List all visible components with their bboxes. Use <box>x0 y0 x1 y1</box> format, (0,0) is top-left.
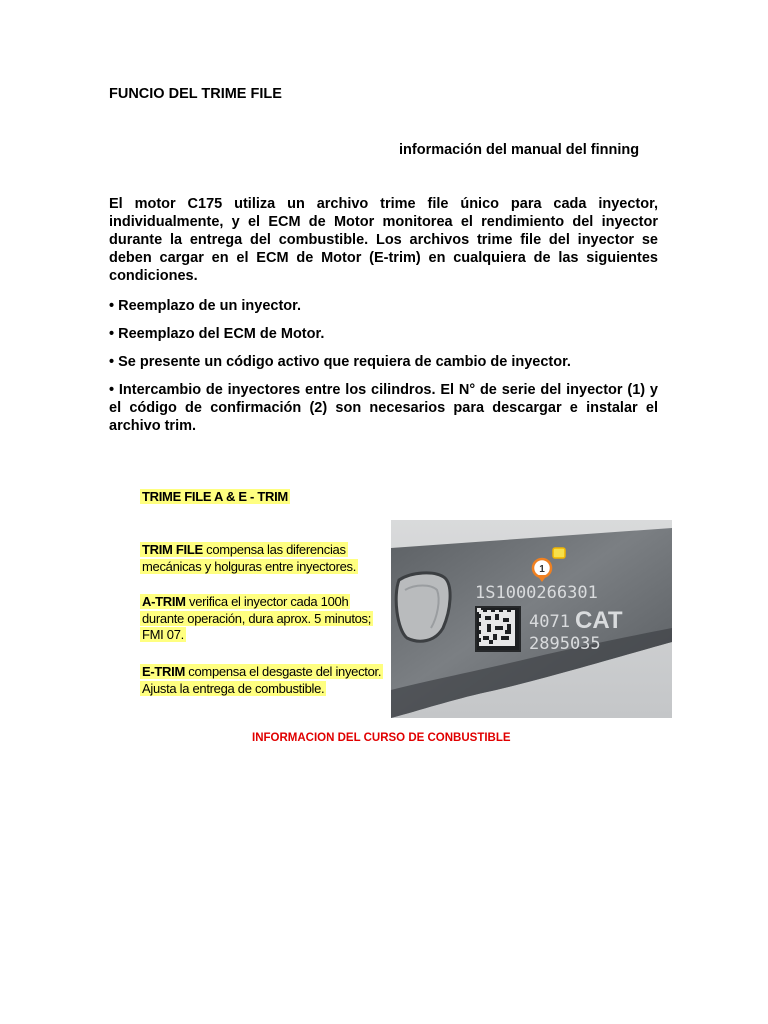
cat-logo: CAT <box>575 607 623 634</box>
part-number: 2895035 <box>529 634 601 654</box>
bullet-item: • Reemplazo del ECM de Motor. <box>109 326 325 342</box>
injector-photo <box>391 520 672 718</box>
data-matrix-code <box>475 606 521 652</box>
figure-heading: TRIME FILE A & E - TRIM <box>142 489 288 504</box>
bullet-item: • Reemplazo de un inyector. <box>109 298 302 314</box>
figure-item-term: TRIM FILE <box>142 542 203 557</box>
figure-item-trim-file <box>140 542 380 575</box>
page-title: FUNCIO DEL TRIME FILE <box>109 86 282 102</box>
figure-item-text: compensa las diferencias mecánicas y holguras entre inyectores. <box>142 542 357 574</box>
bullet-item: • Intercambio de inyectores entre los cilindros. El N° de serie del inyector (1) y el código de confirmación (2) son necesarios para descargar e instalar el archivo trim. <box>109 382 658 434</box>
svg-text:1: 1 <box>539 564 545 575</box>
injector-serial: 1S1000266301 <box>475 583 598 603</box>
confirmation-code: 4071 <box>529 612 570 632</box>
bullet-item: • Se presente un código activo que requiera de cambio de inyector. <box>109 354 571 370</box>
figure-item-text: compensa el desgaste del inyector. Ajusta la entrega de combustible. <box>142 664 382 696</box>
figure-item-e-trim <box>140 664 385 697</box>
figure-caption: INFORMACION DEL CURSO DE CONBUSTIBLE <box>252 732 511 744</box>
figure-item-term: E-TRIM <box>142 664 185 679</box>
intro-paragraph: El motor C175 utiliza un archivo trime file único para cada inyector, individualmente, y el ECM de Motor monitorea el rendimiento del inyector durante la entrega del combustible. Los archivos trime file del inyector se deben cargar en el ECM de Motor (E-trim) en cualquiera de las siguientes condiciones. <box>109 196 658 284</box>
figure-item-text: verifica el inyector cada 100h durante operación, dura aprox. 5 minutos; FMI 07. <box>142 594 372 642</box>
source-note: información del manual del finning <box>399 142 640 158</box>
figure-item-a-trim <box>140 594 380 644</box>
figure-item-term: A-TRIM <box>142 594 186 609</box>
